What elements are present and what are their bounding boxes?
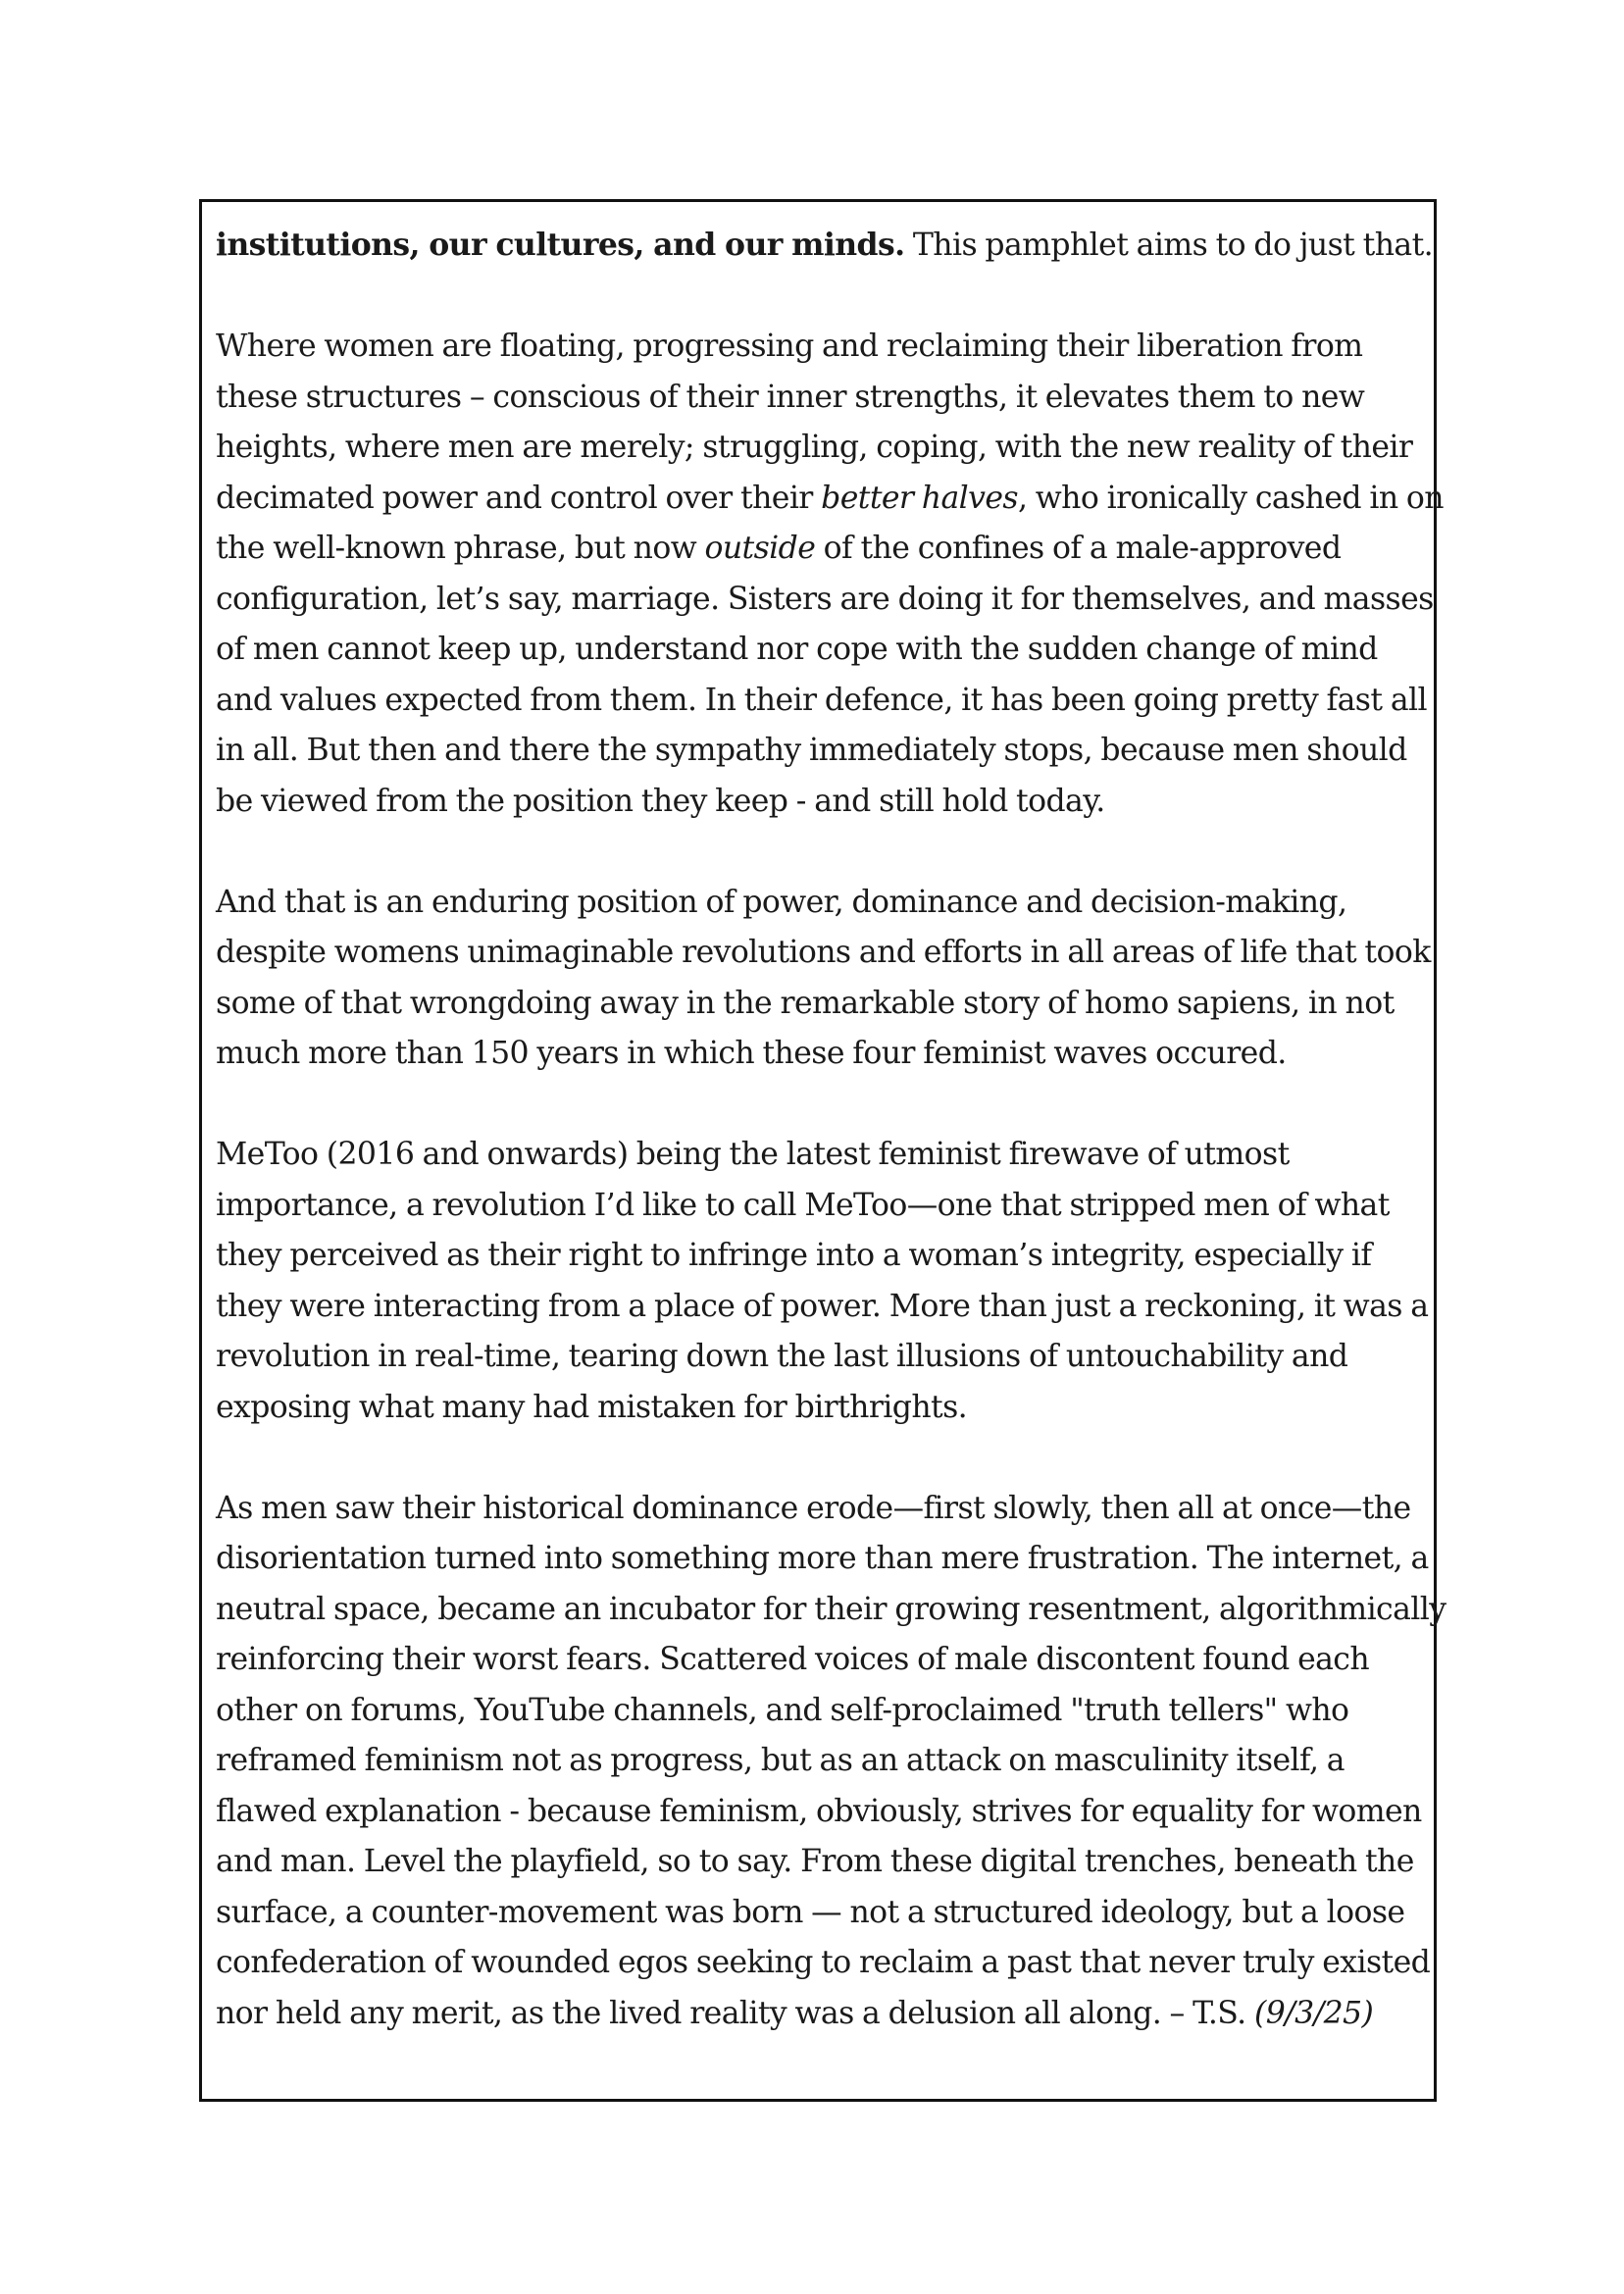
text-line	[216, 1282, 1429, 1333]
paragraph	[216, 322, 1444, 827]
text-run: of men cannot keep up, understand nor cope with the sudden change of mind	[216, 632, 1378, 667]
text-run: revolution in real-time, tearing down the last illusions of untouchability and	[216, 1339, 1348, 1374]
text-run: exposing what many had mistaken for birthrights.	[216, 1389, 968, 1425]
text-line	[216, 1332, 1424, 1383]
text-line	[216, 1484, 1424, 1535]
text-line	[216, 423, 1424, 474]
text-run: despite womens unimaginable revolutions and efforts in all areas of life that took	[216, 935, 1431, 970]
text-run: and man. Level the playfield, so to say. From these digital trenches, beneath the	[216, 1844, 1414, 1879]
text-run: importance, a revolution I’d like to call MeToo—one that stripped men of what	[216, 1187, 1390, 1223]
text-run: they perceived as their right to infringe into a woman’s integrity, especially if	[216, 1238, 1372, 1273]
text-line	[216, 1534, 1429, 1585]
text-run: heights, where men are merely; struggling, coping, with the new reality of their	[216, 430, 1413, 465]
paragraph	[216, 1484, 1446, 2040]
text-run: Where women are floating, progressing and reclaiming their liberation from	[216, 329, 1363, 364]
paragraph	[216, 220, 1434, 272]
text-run: This pamphlet aims to do just that.	[904, 228, 1434, 263]
text-run: of the confines of a male-approved	[815, 531, 1342, 566]
text-line	[216, 1686, 1424, 1737]
text-line	[216, 524, 1424, 575]
text-line	[216, 979, 1424, 1030]
text-line	[216, 1938, 1431, 1989]
italic-text-run: (9/3/25)	[1254, 1995, 1374, 2031]
text-line	[216, 474, 1444, 525]
text-line	[216, 220, 1434, 272]
text-run: they were interacting from a place of power. More than just a reckoning, it was a	[216, 1288, 1429, 1324]
text-run: confederation of wounded egos seeking to reclaim a past that never truly existed	[216, 1945, 1431, 1980]
text-line	[216, 1231, 1424, 1282]
document-body	[216, 220, 1446, 2039]
text-run: in all. But then and there the sympathy immediately stops, because men should	[216, 733, 1407, 768]
text-run: reinforcing their worst fears. Scattered voices of male discontent found each	[216, 1642, 1370, 1677]
text-run: configuration, let’s say, marriage. Sisters are doing it for themselves, and masses	[216, 581, 1434, 617]
text-run: reframed feminism not as progress, but as an attack on masculinity itself, a	[216, 1743, 1345, 1778]
text-line	[216, 575, 1434, 626]
italic-text-run: better halves	[821, 480, 1018, 516]
text-line	[216, 928, 1431, 979]
paragraph	[216, 1130, 1429, 1433]
text-run: neutral space, became an incubator for their growing resentment, algorithmically	[216, 1591, 1446, 1627]
text-run: these structures – conscious of their inner strengths, it elevates them to new	[216, 379, 1365, 415]
text-line	[216, 1787, 1424, 1838]
paragraph	[216, 878, 1431, 1080]
text-line	[216, 1130, 1424, 1181]
text-line	[216, 1585, 1446, 1636]
text-line	[216, 625, 1424, 676]
text-line	[216, 322, 1424, 373]
text-line	[216, 1736, 1424, 1787]
text-line	[216, 777, 1424, 828]
text-run: some of that wrongdoing away in the remarkable story of homo sapiens, in not	[216, 985, 1395, 1021]
text-run: And that is an enduring position of power, dominance and decision-making,	[216, 884, 1347, 920]
text-run: As men saw their historical dominance erode—first slowly, then all at once—the	[216, 1490, 1411, 1526]
text-run: be viewed from the position they keep - and still hold today.	[216, 783, 1105, 819]
text-line	[216, 1029, 1424, 1080]
text-run: the well-known phrase, but now	[216, 531, 705, 566]
text-run: other on forums, YouTube channels, and self-proclaimed "truth tellers" who	[216, 1692, 1349, 1728]
text-line	[216, 1383, 1424, 1434]
text-run: MeToo (2016 and onwards) being the latest feminist firewave of utmost	[216, 1137, 1290, 1172]
text-line	[216, 1888, 1424, 1939]
text-line	[216, 1181, 1424, 1232]
italic-text-run: outside	[704, 531, 816, 566]
text-run: disorientation turned into something more than mere frustration. The internet, a	[216, 1541, 1429, 1576]
text-line	[216, 726, 1424, 777]
text-run: much more than 150 years in which these four feminist waves occured.	[216, 1036, 1287, 1071]
bold-text-run: institutions, our cultures, and our minds.	[216, 227, 905, 263]
text-line	[216, 878, 1424, 929]
text-run: flawed explanation - because feminism, obviously, strives for equality for women	[216, 1793, 1422, 1829]
text-run: and values expected from them. In their defence, it has been going pretty fast all	[216, 682, 1427, 718]
text-line	[216, 1837, 1424, 1888]
text-line	[216, 1989, 1424, 2040]
text-line	[216, 1635, 1424, 1686]
text-run: nor held any merit, as the lived reality was a delusion all along. – T.S.	[216, 1995, 1254, 2031]
text-run: , who ironically cashed in on	[1017, 480, 1444, 516]
text-line	[216, 676, 1427, 727]
text-line	[216, 373, 1424, 424]
text-box-frame	[199, 199, 1446, 2102]
text-run: surface, a counter-movement was born — not a structured ideology, but a loose	[216, 1894, 1405, 1930]
text-run: decimated power and control over their	[216, 480, 822, 516]
